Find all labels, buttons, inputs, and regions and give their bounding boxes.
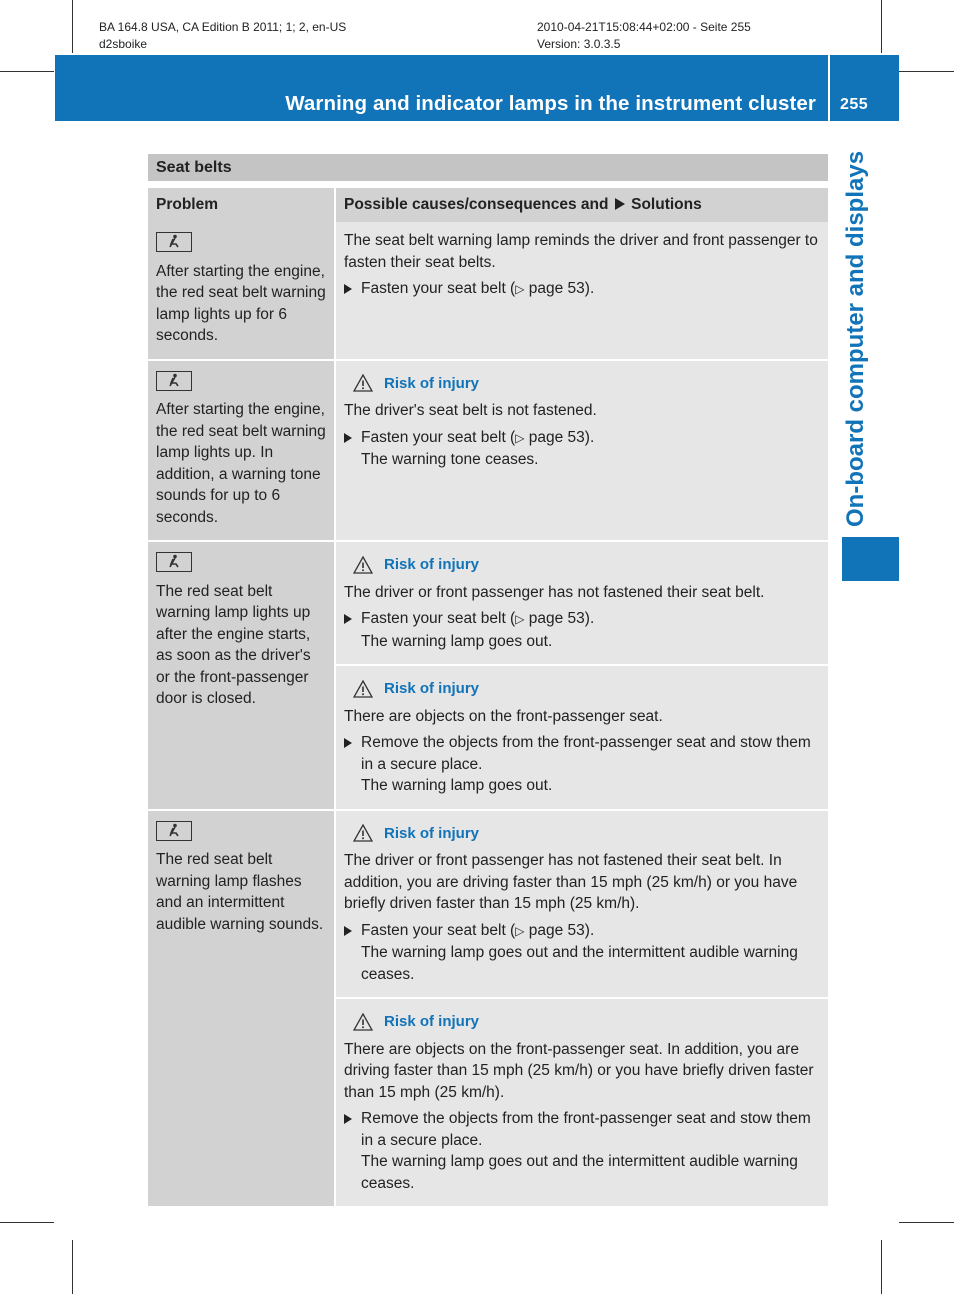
warning-heading — [344, 678, 820, 700]
cause-text: The driver's seat belt is not fastened. — [344, 402, 597, 419]
warning-label: Risk of injury — [384, 824, 480, 842]
page-reference-triangle-icon: ▷ — [515, 430, 525, 445]
cause-text: The driver or front passenger has not fastened their seat belt. In addition, you are driving faster than 15 mph (25 km/h) or you have briefly driven faster than 15 mph (25 km/h). — [344, 852, 798, 912]
problem-text: The red seat belt warning lamp flashes and an intermittent audible warning sounds. — [156, 851, 324, 933]
crop-mark — [72, 1240, 73, 1294]
column-header-problem: Problem — [148, 188, 335, 222]
problem-cell — [148, 810, 335, 1207]
action-step — [344, 920, 820, 986]
seat-belt-warning-icon — [156, 821, 192, 841]
action-text: Remove the objects from the front-passenger seat and stow them in a secure place. — [361, 1110, 811, 1149]
problem-text: The red seat belt warning lamp lights up after the engine starts, as soon as the driver's or the front-passenger door is closed. — [156, 582, 311, 707]
warning-label: Risk of injury — [384, 680, 480, 697]
page-reference-link[interactable]: page 53). — [528, 280, 595, 297]
page-reference-triangle-icon: ▷ — [515, 923, 525, 938]
arrow-bullet-icon — [615, 198, 625, 210]
result-text: The warning tone ceases. — [361, 451, 539, 468]
problem-cell — [148, 360, 335, 542]
crop-mark — [881, 1240, 882, 1294]
page-reference-triangle-icon: ▷ — [515, 282, 525, 296]
arrow-bullet-icon — [344, 1114, 352, 1124]
warning-heading — [344, 554, 820, 576]
meta-right-line1: 2010-04-21T15:08:44+02:00 - Seite 255 — [537, 20, 751, 34]
crop-mark — [881, 0, 882, 53]
column-header-solutions-post: Solutions — [631, 196, 702, 214]
warning-triangle-icon — [353, 556, 373, 574]
action-text: Fasten your seat belt ( — [361, 280, 516, 297]
arrow-bullet-icon — [344, 284, 352, 294]
action-text: Remove the objects from the front-passenger seat and stow them in a secure place. — [361, 734, 811, 773]
table-row — [148, 810, 828, 999]
warning-label: Risk of injury — [384, 1013, 480, 1030]
solution-cell — [335, 541, 828, 665]
column-header-solutions-pre: Possible causes/consequences and — [344, 196, 609, 214]
action-text: Fasten your seat belt ( — [361, 921, 516, 939]
chapter-header — [55, 55, 828, 121]
action-step — [344, 608, 820, 652]
action-text: Fasten your seat belt ( — [361, 428, 516, 446]
arrow-bullet-icon — [344, 433, 352, 443]
side-tab-label: On-board computer and displays — [842, 150, 869, 527]
solution-cell — [335, 665, 828, 810]
seat-belt-table — [148, 188, 828, 1206]
warning-triangle-icon — [353, 680, 373, 698]
page-number: 255 — [840, 96, 869, 113]
meta-left-line2: d2sboike — [99, 37, 148, 51]
meta-right-line2: Version: 3.0.3.5 — [537, 37, 621, 51]
seat-belt-warning-icon — [156, 232, 192, 252]
table-row — [148, 541, 828, 665]
side-tab-marker — [842, 537, 899, 581]
crop-mark — [0, 71, 54, 72]
arrow-bullet-icon — [344, 614, 352, 624]
solution-cell — [335, 222, 828, 360]
warning-label: Risk of injury — [384, 374, 480, 392]
page-number-box — [830, 55, 899, 121]
result-text: The warning lamp goes out and the intermittent audible warning ceases. — [361, 1153, 798, 1192]
print-meta-right — [537, 19, 751, 53]
result-text: The warning lamp goes out. — [361, 777, 553, 794]
cause-text: The driver or front passenger has not fastened their seat belt. — [344, 583, 765, 601]
warning-triangle-icon — [353, 374, 373, 392]
solution-cell — [335, 810, 828, 999]
page-reference-link[interactable]: page 53). — [528, 428, 595, 446]
problem-cell — [148, 222, 335, 360]
table-header-row — [148, 188, 828, 222]
result-text: The warning lamp goes out. — [361, 632, 553, 650]
problem-text: After starting the engine, the red seat belt warning lamp lights up. In addition, a warning tone sounds for up to 6 seconds. — [156, 401, 326, 526]
warning-heading — [344, 373, 820, 395]
section-title: Seat belts — [148, 154, 828, 181]
table-row — [148, 360, 828, 542]
seat-belt-warning-icon — [156, 552, 192, 572]
page-reference-triangle-icon: ▷ — [515, 612, 525, 626]
crop-mark — [899, 71, 954, 72]
crop-mark — [0, 1222, 54, 1223]
action-step — [344, 732, 820, 797]
warning-heading — [344, 1011, 820, 1033]
crop-mark — [899, 1222, 954, 1223]
page-reference-link[interactable]: page 53). — [528, 610, 595, 627]
meta-left-line1: BA 164.8 USA, CA Edition B 2011; 1; 2, en-US — [99, 20, 347, 34]
action-step — [344, 1108, 820, 1194]
action-step — [344, 427, 820, 471]
solution-cell — [335, 998, 828, 1206]
action-text: Fasten your seat belt ( — [361, 610, 516, 627]
cause-text: There are objects on the front-passenger seat. — [344, 707, 663, 725]
seat-belt-warning-icon — [156, 371, 192, 391]
page-reference-link[interactable]: page 53). — [528, 921, 595, 939]
print-meta-left — [99, 19, 346, 53]
column-header-solutions — [335, 188, 828, 222]
solution-cell — [335, 360, 828, 542]
result-text: The warning lamp goes out and the intermittent audible warning ceases. — [361, 944, 798, 983]
problem-cell — [148, 541, 335, 810]
problem-text: After starting the engine, the red seat belt warning lamp lights up for 6 seconds. — [156, 262, 326, 344]
warning-triangle-icon — [353, 824, 373, 842]
cause-text: There are objects on the front-passenger seat. In addition, you are driving faster than 15 mph (25 km/h) or you have briefly driven faster than 15 mph (25 km/h). — [344, 1040, 814, 1101]
warning-label: Risk of injury — [384, 556, 480, 573]
cause-text: The seat belt warning lamp reminds the driver and front passenger to fasten their seat belts. — [344, 232, 818, 271]
table-row — [148, 222, 828, 360]
arrow-bullet-icon — [344, 738, 352, 748]
action-step — [344, 278, 820, 301]
arrow-bullet-icon — [344, 926, 352, 936]
warning-triangle-icon — [353, 1013, 373, 1031]
warning-heading — [344, 823, 820, 845]
crop-mark — [72, 0, 73, 53]
chapter-title: Warning and indicator lamps in the instrument cluster — [285, 92, 816, 115]
